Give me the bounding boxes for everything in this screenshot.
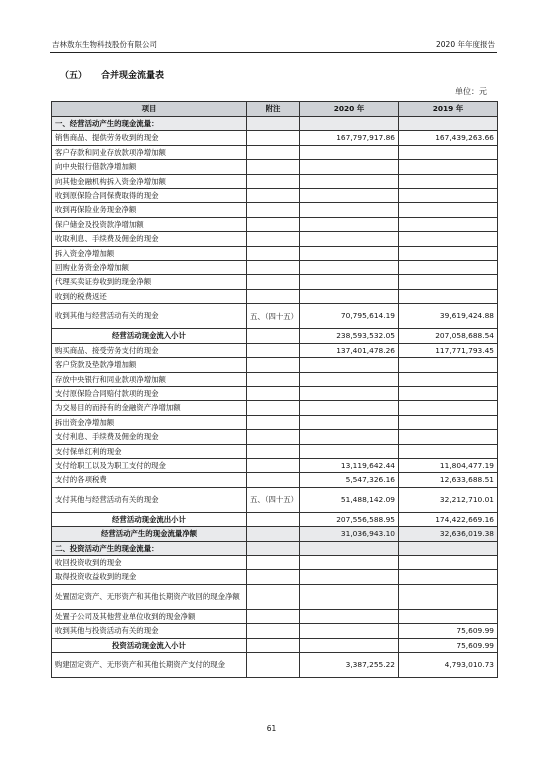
table-row xyxy=(52,232,498,246)
row-note xyxy=(247,372,300,386)
table-row xyxy=(52,160,498,174)
row-value-2020 xyxy=(300,541,399,555)
row-item: 向其他金融机构拆入资金净增加额 xyxy=(52,174,247,188)
row-note xyxy=(247,584,300,609)
row-value-2019 xyxy=(399,275,498,289)
row-value-2020 xyxy=(300,415,399,429)
row-value-2019 xyxy=(399,358,498,372)
table-row xyxy=(52,117,498,131)
column-header-2020: 2020 年 xyxy=(300,102,399,117)
row-value-2019 xyxy=(399,609,498,623)
row-value-2020 xyxy=(300,289,399,303)
row-value-2020 xyxy=(300,638,399,652)
row-value-2019: 117,771,793.45 xyxy=(399,343,498,357)
row-value-2020 xyxy=(300,174,399,188)
table-row xyxy=(52,217,498,231)
row-item: 一、经营活动产生的现金流量： xyxy=(52,117,247,131)
page-header xyxy=(50,38,497,53)
row-item: 购建固定资产、无形资产和其他长期资产支付的现金 xyxy=(52,653,247,678)
section-number: （五） xyxy=(60,71,88,81)
row-value-2020 xyxy=(300,189,399,203)
row-item: 拆入资金净增加额 xyxy=(52,246,247,260)
table-row xyxy=(52,430,498,444)
row-value-2019: 75,609.99 xyxy=(399,624,498,638)
row-item: 支付保单红利的现金 xyxy=(52,444,247,458)
table-row xyxy=(52,512,498,526)
row-value-2020 xyxy=(300,401,399,415)
row-item: 经营活动产生的现金流量净额 xyxy=(52,527,247,541)
row-item: 客户存款和同业存放款项净增加额 xyxy=(52,145,247,159)
row-value-2020: 167,797,917.86 xyxy=(300,131,399,145)
row-value-2019: 4,793,010.73 xyxy=(399,653,498,678)
table-row xyxy=(52,527,498,541)
row-item: 支付原保险合同赔付款项的现金 xyxy=(52,386,247,400)
row-value-2019: 12,633,688.51 xyxy=(399,473,498,487)
table-row xyxy=(52,570,498,584)
table-row xyxy=(52,555,498,569)
table-row xyxy=(52,624,498,638)
table-row xyxy=(52,473,498,487)
row-value-2020 xyxy=(300,217,399,231)
table-row xyxy=(52,131,498,145)
row-value-2019 xyxy=(399,289,498,303)
row-value-2020 xyxy=(300,584,399,609)
row-note xyxy=(247,458,300,472)
row-item: 回购业务资金净增加额 xyxy=(52,261,247,275)
row-note xyxy=(247,131,300,145)
row-value-2020 xyxy=(300,444,399,458)
cash-flow-table xyxy=(51,101,498,678)
row-note: 五、（四十五） xyxy=(247,487,300,512)
row-value-2019: 174,422,669.16 xyxy=(399,512,498,526)
row-value-2020 xyxy=(300,203,399,217)
row-item: 客户贷款及垫款净增加额 xyxy=(52,358,247,372)
table-row xyxy=(52,638,498,652)
row-value-2019 xyxy=(399,555,498,569)
row-value-2019 xyxy=(399,401,498,415)
row-item: 经营活动现金流出小计 xyxy=(52,512,247,526)
row-note: 五、（四十五） xyxy=(247,304,300,329)
table-row xyxy=(52,458,498,472)
row-note xyxy=(247,401,300,415)
row-note xyxy=(247,329,300,343)
row-note xyxy=(247,117,300,131)
table-row xyxy=(52,401,498,415)
row-note xyxy=(247,570,300,584)
column-header-item: 项目 xyxy=(52,102,247,117)
row-item: 保户储金及投资款净增加额 xyxy=(52,217,247,231)
company-name: 吉林敖东生物科技股份有限公司 xyxy=(52,40,157,49)
table-row xyxy=(52,329,498,343)
row-note xyxy=(247,541,300,555)
row-note xyxy=(247,430,300,444)
table-row xyxy=(52,145,498,159)
row-value-2020 xyxy=(300,386,399,400)
row-note xyxy=(247,444,300,458)
row-value-2020 xyxy=(300,145,399,159)
row-note xyxy=(247,160,300,174)
row-value-2020: 70,795,614.19 xyxy=(300,304,399,329)
table-row xyxy=(52,386,498,400)
row-value-2020: 3,387,255.22 xyxy=(300,653,399,678)
row-value-2020 xyxy=(300,117,399,131)
row-value-2020: 238,593,532.05 xyxy=(300,329,399,343)
row-item: 代理买卖证券收到的现金净额 xyxy=(52,275,247,289)
row-value-2020: 5,547,326.16 xyxy=(300,473,399,487)
row-value-2020: 51,488,142.09 xyxy=(300,487,399,512)
row-item: 支付其他与经营活动有关的现金 xyxy=(52,487,247,512)
row-value-2020: 31,036,943.10 xyxy=(300,527,399,541)
row-item: 支付利息、手续费及佣金的现金 xyxy=(52,430,247,444)
row-note xyxy=(247,358,300,372)
row-value-2020 xyxy=(300,246,399,260)
row-item: 收到的税费返还 xyxy=(52,289,247,303)
row-value-2019 xyxy=(399,570,498,584)
row-value-2019 xyxy=(399,145,498,159)
row-value-2019: 11,804,477.19 xyxy=(399,458,498,472)
row-note xyxy=(247,415,300,429)
row-value-2020 xyxy=(300,430,399,444)
table-row xyxy=(52,372,498,386)
row-value-2020 xyxy=(300,624,399,638)
page-number: 61 xyxy=(266,724,277,733)
row-value-2019: 75,609.99 xyxy=(399,638,498,652)
row-item: 收到原保险合同保费取得的现金 xyxy=(52,189,247,203)
row-value-2019: 32,636,019.38 xyxy=(399,527,498,541)
row-note xyxy=(247,473,300,487)
report-title: 2020 年年度报告 xyxy=(436,40,495,49)
section-name: 合并现金流量表 xyxy=(101,71,165,81)
table-row xyxy=(52,541,498,555)
row-value-2020 xyxy=(300,261,399,275)
row-item: 处置固定资产、无形资产和其他长期资产收回的现金净额 xyxy=(52,584,247,609)
row-note xyxy=(247,609,300,623)
row-value-2019 xyxy=(399,203,498,217)
row-value-2019 xyxy=(399,117,498,131)
table-row xyxy=(52,444,498,458)
row-item: 二、投资活动产生的现金流量： xyxy=(52,541,247,555)
row-item: 支付给职工以及为职工支付的现金 xyxy=(52,458,247,472)
row-note xyxy=(247,512,300,526)
row-value-2019 xyxy=(399,444,498,458)
row-item: 收到其他与投资活动有关的现金 xyxy=(52,624,247,638)
row-value-2019: 39,619,424.88 xyxy=(399,304,498,329)
row-value-2019 xyxy=(399,189,498,203)
row-value-2020: 207,556,588.95 xyxy=(300,512,399,526)
row-note xyxy=(247,145,300,159)
table-row xyxy=(52,289,498,303)
row-note xyxy=(247,289,300,303)
row-value-2019 xyxy=(399,430,498,444)
row-item: 投资活动现金流入小计 xyxy=(52,638,247,652)
row-value-2020 xyxy=(300,555,399,569)
row-note xyxy=(247,203,300,217)
row-value-2019 xyxy=(399,584,498,609)
row-item: 收回投资收到的现金 xyxy=(52,555,247,569)
row-item: 购买商品、接受劳务支付的现金 xyxy=(52,343,247,357)
table-row xyxy=(52,275,498,289)
row-item: 经营活动现金流入小计 xyxy=(52,329,247,343)
row-value-2019: 167,439,263.66 xyxy=(399,131,498,145)
row-value-2019 xyxy=(399,160,498,174)
row-note xyxy=(247,217,300,231)
row-item: 处置子公司及其他营业单位收到的现金净额 xyxy=(52,609,247,623)
row-value-2019 xyxy=(399,261,498,275)
row-value-2019: 207,058,688.54 xyxy=(399,329,498,343)
row-note xyxy=(247,527,300,541)
row-value-2019 xyxy=(399,541,498,555)
row-item: 销售商品、提供劳务收到的现金 xyxy=(52,131,247,145)
row-note xyxy=(247,275,300,289)
row-note xyxy=(247,246,300,260)
row-value-2019 xyxy=(399,217,498,231)
row-item: 拆出资金净增加额 xyxy=(52,415,247,429)
row-value-2020: 13,119,642.44 xyxy=(300,458,399,472)
row-item: 收到其他与经营活动有关的现金 xyxy=(52,304,247,329)
row-note xyxy=(247,555,300,569)
row-value-2020 xyxy=(300,358,399,372)
row-item: 为交易目的而持有的金融资产净增加额 xyxy=(52,401,247,415)
row-value-2020: 137,401,478.26 xyxy=(300,343,399,357)
row-note xyxy=(247,261,300,275)
table-row xyxy=(52,203,498,217)
table-row xyxy=(52,584,498,609)
table-row xyxy=(52,261,498,275)
row-value-2019: 32,212,710.01 xyxy=(399,487,498,512)
table-row xyxy=(52,609,498,623)
row-note xyxy=(247,653,300,678)
unit-label: 单位：元 xyxy=(455,87,487,96)
row-note xyxy=(247,624,300,638)
table-row xyxy=(52,343,498,357)
table-row xyxy=(52,189,498,203)
table-row xyxy=(52,358,498,372)
row-item: 支付的各项税费 xyxy=(52,473,247,487)
table-row xyxy=(52,415,498,429)
table-row xyxy=(52,304,498,329)
column-header-2019: 2019 年 xyxy=(399,102,498,117)
row-item: 收到再保险业务现金净额 xyxy=(52,203,247,217)
row-value-2020 xyxy=(300,372,399,386)
row-value-2019 xyxy=(399,232,498,246)
row-note xyxy=(247,386,300,400)
row-item: 取得投资收益收到的现金 xyxy=(52,570,247,584)
row-item: 存放中央银行和同业款项净增加额 xyxy=(52,372,247,386)
column-header-note: 附注 xyxy=(247,102,300,117)
row-value-2020 xyxy=(300,570,399,584)
row-value-2019 xyxy=(399,372,498,386)
row-item: 向中央银行借款净增加额 xyxy=(52,160,247,174)
row-value-2019 xyxy=(399,174,498,188)
table-row xyxy=(52,487,498,512)
row-value-2020 xyxy=(300,232,399,246)
table-row xyxy=(52,246,498,260)
table-header-row xyxy=(52,102,498,117)
row-note xyxy=(247,638,300,652)
row-note xyxy=(247,174,300,188)
row-value-2020 xyxy=(300,275,399,289)
row-value-2019 xyxy=(399,415,498,429)
row-note xyxy=(247,343,300,357)
row-item: 收取利息、手续费及佣金的现金 xyxy=(52,232,247,246)
row-value-2020 xyxy=(300,160,399,174)
row-note xyxy=(247,232,300,246)
row-note xyxy=(247,189,300,203)
section-title xyxy=(60,68,178,81)
row-value-2020 xyxy=(300,609,399,623)
table-row xyxy=(52,174,498,188)
row-value-2019 xyxy=(399,246,498,260)
table-row xyxy=(52,653,498,678)
row-value-2019 xyxy=(399,386,498,400)
